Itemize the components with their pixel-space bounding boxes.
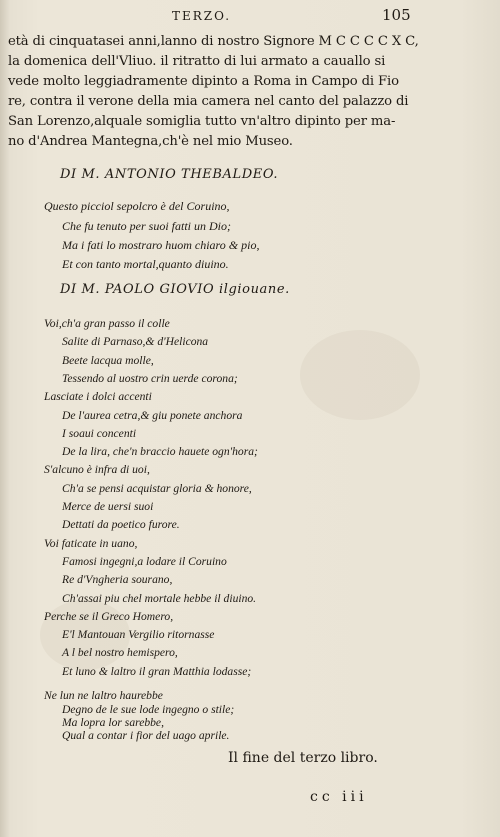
prose-line: San Lorenzo,alquale somiglia tutto vn'altro dipinto per ma-: [8, 114, 396, 129]
verse-line: E'l Mantouan Vergilio ritornasse: [62, 628, 215, 642]
verse-line: Perche se il Greco Homero,: [44, 609, 174, 623]
prose-line: no d'Andrea Mantegna,ch'è nel mio Museo.: [8, 134, 293, 149]
paper-stain: [300, 330, 420, 420]
verse-line: Ne lun ne laltro haurebbe: [44, 689, 163, 702]
poem-heading: DI M. ANTONIO THEBALDEO.: [60, 167, 279, 182]
prose-line: la domenica dell'Vliuo. il ritratto di lui armato a cauallo si: [8, 54, 386, 69]
verse-line: Dettati da poetico furore.: [62, 518, 180, 532]
verse-line: A l bel nostro hemispero,: [62, 646, 178, 660]
verse-line: Salite di Parnaso,& d'Helicona: [62, 335, 209, 349]
verse-line: De la lira, che'n braccio hauete ogn'hora;: [62, 445, 258, 459]
verse-line: Et luno & laltro il gran Matthia lodasse;: [62, 664, 252, 678]
verse-line: Voi,ch'a gran passo il colle: [44, 317, 170, 330]
verse-line: Degno de le sue lode ingegno o stile;: [62, 703, 235, 716]
verse-line: Beete lacqua molle,: [62, 353, 154, 367]
prose-line: età di cinquatasei anni,lanno di nostro Signore M C C C C X C,: [8, 34, 419, 49]
verse-line: De l'aurea cetra,& giu ponete anchora: [62, 408, 243, 422]
verse-line: Ch'a se pensi acquistar gloria & honore,: [62, 481, 252, 495]
verse-line: Re d'Vngheria sourano,: [62, 573, 173, 587]
signature-mark: cc iii: [310, 789, 368, 805]
verse-line: Che fu tenuto per suoi fatti un Dio;: [62, 219, 231, 233]
verse-line: Questo picciol sepolcro è del Coruino,: [44, 199, 230, 213]
verse-line: Famosi ingegni,a lodare il Coruino: [62, 554, 227, 568]
verse-line: Qual a contar i fior del uago aprile.: [62, 729, 230, 742]
verse-line: Voi faticate in uano,: [44, 536, 138, 550]
verse-line: Tessendo al uostro crin uerde corona;: [62, 371, 238, 385]
running-head: TERZO.: [172, 9, 232, 23]
verse-line: Merce de uersi suoi: [62, 500, 154, 513]
page-number: 105: [382, 6, 411, 24]
colophon-ending: Il fine del terzo libro.: [228, 750, 378, 766]
prose-line: vede molto leggiadramente dipinto a Roma in Campo di Fio: [8, 74, 399, 89]
verse-line: Ma lopra lor sarebbe,: [62, 716, 164, 729]
verse-line: S'alcuno è infra di uoi,: [44, 463, 150, 477]
verse-line: Lasciate i dolci accenti: [44, 390, 152, 404]
prose-line: re, contra il verone della mia camera nel canto del palazzo di: [8, 94, 409, 109]
verse-line: Ch'assai piu chel mortale hebbe il diuino.: [62, 591, 257, 605]
verse-line: Et con tanto mortal,quanto diuino.: [62, 257, 229, 271]
verse-line: I soaui concenti: [62, 426, 137, 440]
poem-heading: DI M. PAOLO GIOVIO ilgiouane.: [60, 282, 290, 297]
verse-line: Ma i fati lo mostraro huom chiaro & pio,: [62, 238, 260, 252]
